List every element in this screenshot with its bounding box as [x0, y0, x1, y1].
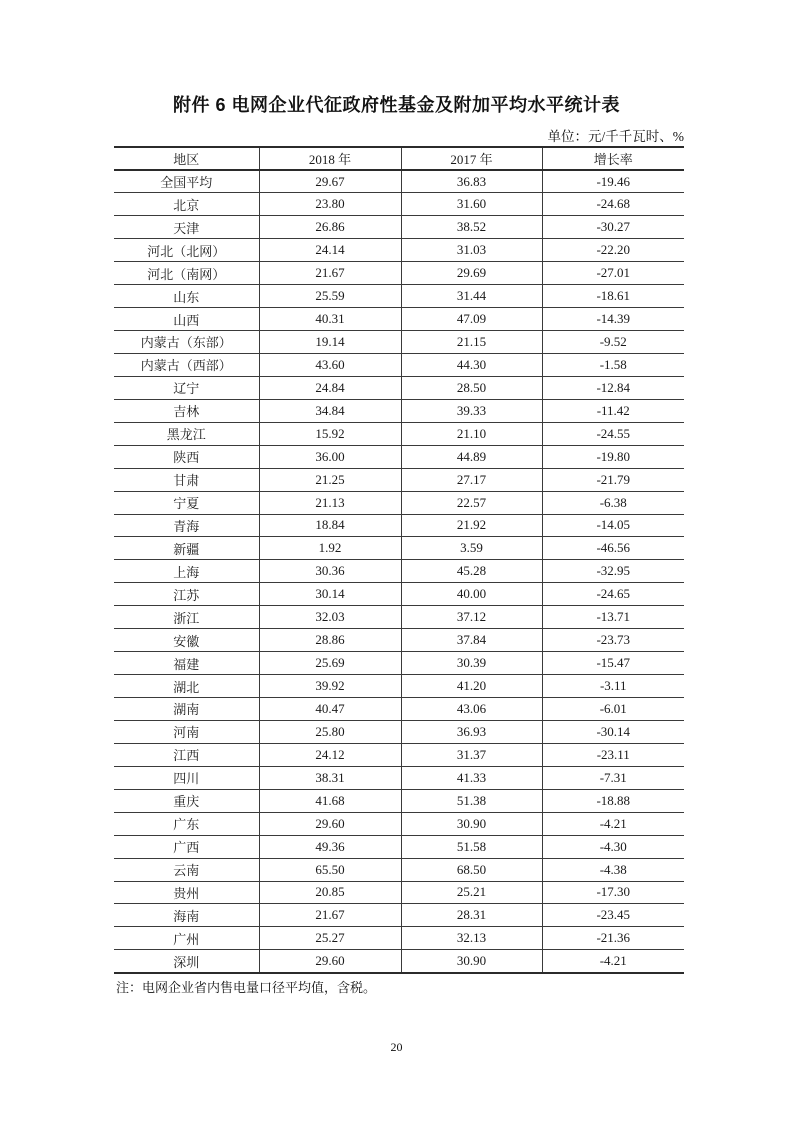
table-row	[114, 606, 684, 629]
value-cell: 21.67	[259, 262, 401, 285]
value-cell: 1.92	[259, 537, 401, 560]
value-cell: 45.28	[401, 560, 542, 583]
table-row	[114, 216, 684, 239]
table-row	[114, 331, 684, 354]
value-cell: -4.30	[542, 835, 684, 858]
table-row	[114, 927, 684, 950]
table-row	[114, 491, 684, 514]
region-cell: 陕西	[114, 445, 259, 468]
region-cell: 黑龙江	[114, 422, 259, 445]
table-row	[114, 881, 684, 904]
table-row	[114, 353, 684, 376]
value-cell: -24.55	[542, 422, 684, 445]
value-cell: 21.67	[259, 904, 401, 927]
table-row	[114, 445, 684, 468]
region-cell: 安徽	[114, 629, 259, 652]
region-cell: 重庆	[114, 789, 259, 812]
statistics-table	[114, 146, 684, 974]
value-cell: -6.38	[542, 491, 684, 514]
value-cell: -4.21	[542, 950, 684, 973]
table-row	[114, 766, 684, 789]
value-cell: -27.01	[542, 262, 684, 285]
value-cell: 36.93	[401, 720, 542, 743]
value-cell: 49.36	[259, 835, 401, 858]
value-cell: 31.60	[401, 193, 542, 216]
table-header	[114, 147, 684, 170]
region-cell: 广州	[114, 927, 259, 950]
value-cell: 24.14	[259, 239, 401, 262]
value-cell: -14.39	[542, 308, 684, 331]
value-cell: -21.79	[542, 468, 684, 491]
table-row	[114, 193, 684, 216]
region-cell: 山西	[114, 308, 259, 331]
table-row	[114, 399, 684, 422]
value-cell: -13.71	[542, 606, 684, 629]
value-cell: 37.84	[401, 629, 542, 652]
value-cell: 25.69	[259, 652, 401, 675]
region-cell: 新疆	[114, 537, 259, 560]
value-cell: 51.38	[401, 789, 542, 812]
value-cell: -46.56	[542, 537, 684, 560]
value-cell: -9.52	[542, 331, 684, 354]
value-cell: 29.69	[401, 262, 542, 285]
column-header-3: 增长率	[542, 147, 684, 170]
region-cell: 上海	[114, 560, 259, 583]
value-cell: -23.11	[542, 743, 684, 766]
table-row	[114, 262, 684, 285]
value-cell: 31.03	[401, 239, 542, 262]
value-cell: 15.92	[259, 422, 401, 445]
table-row	[114, 904, 684, 927]
value-cell: 25.21	[401, 881, 542, 904]
value-cell: -11.42	[542, 399, 684, 422]
value-cell: 40.00	[401, 583, 542, 606]
value-cell: -12.84	[542, 376, 684, 399]
value-cell: 32.13	[401, 927, 542, 950]
value-cell: 31.44	[401, 285, 542, 308]
value-cell: 28.86	[259, 629, 401, 652]
table-row	[114, 308, 684, 331]
region-cell: 内蒙古（西部）	[114, 353, 259, 376]
value-cell: 30.14	[259, 583, 401, 606]
table-row	[114, 675, 684, 698]
value-cell: 21.13	[259, 491, 401, 514]
region-cell: 山东	[114, 285, 259, 308]
table-row	[114, 858, 684, 881]
value-cell: 30.90	[401, 950, 542, 973]
value-cell: 29.60	[259, 812, 401, 835]
value-cell: 37.12	[401, 606, 542, 629]
region-cell: 吉林	[114, 399, 259, 422]
table-row	[114, 812, 684, 835]
value-cell: -17.30	[542, 881, 684, 904]
value-cell: -3.11	[542, 675, 684, 698]
region-cell: 河北（北网）	[114, 239, 259, 262]
table-row	[114, 468, 684, 491]
value-cell: 39.33	[401, 399, 542, 422]
table-row	[114, 698, 684, 721]
value-cell: -1.58	[542, 353, 684, 376]
value-cell: -6.01	[542, 698, 684, 721]
region-cell: 湖南	[114, 698, 259, 721]
region-cell: 甘肃	[114, 468, 259, 491]
value-cell: -18.88	[542, 789, 684, 812]
table-row	[114, 514, 684, 537]
region-cell: 内蒙古（东部）	[114, 331, 259, 354]
value-cell: 51.58	[401, 835, 542, 858]
region-cell: 深圳	[114, 950, 259, 973]
table-footnote: 注：电网企业省内售电量口径平均值，含税。	[116, 980, 377, 995]
value-cell: 24.12	[259, 743, 401, 766]
value-cell: 20.85	[259, 881, 401, 904]
value-cell: 31.37	[401, 743, 542, 766]
value-cell: 44.30	[401, 353, 542, 376]
region-cell: 江西	[114, 743, 259, 766]
value-cell: 28.31	[401, 904, 542, 927]
page-number: 20	[390, 1040, 403, 1054]
value-cell: 25.27	[259, 927, 401, 950]
value-cell: 34.84	[259, 399, 401, 422]
table-row	[114, 239, 684, 262]
table-row	[114, 170, 684, 193]
value-cell: -21.36	[542, 927, 684, 950]
region-cell: 宁夏	[114, 491, 259, 514]
table-body	[114, 170, 684, 973]
table-row	[114, 285, 684, 308]
value-cell: 26.86	[259, 216, 401, 239]
region-cell: 河北（南网）	[114, 262, 259, 285]
unit-label: 单位：元/千千瓦时、%	[547, 129, 684, 144]
value-cell: 38.52	[401, 216, 542, 239]
value-cell: -19.46	[542, 170, 684, 193]
value-cell: 36.00	[259, 445, 401, 468]
region-cell: 四川	[114, 766, 259, 789]
value-cell: 24.84	[259, 376, 401, 399]
table-row	[114, 560, 684, 583]
value-cell: 23.80	[259, 193, 401, 216]
value-cell: -18.61	[542, 285, 684, 308]
value-cell: 43.60	[259, 353, 401, 376]
table-header-row	[114, 147, 684, 170]
table-row	[114, 376, 684, 399]
value-cell: 3.59	[401, 537, 542, 560]
value-cell: 25.59	[259, 285, 401, 308]
column-header-1: 2018 年	[259, 147, 401, 170]
table-row	[114, 537, 684, 560]
value-cell: -23.45	[542, 904, 684, 927]
value-cell: 39.92	[259, 675, 401, 698]
table-row	[114, 789, 684, 812]
value-cell: -4.21	[542, 812, 684, 835]
value-cell: 29.67	[259, 170, 401, 193]
value-cell: 30.36	[259, 560, 401, 583]
value-cell: -19.80	[542, 445, 684, 468]
region-cell: 江苏	[114, 583, 259, 606]
value-cell: -22.20	[542, 239, 684, 262]
table-row	[114, 950, 684, 973]
value-cell: 21.15	[401, 331, 542, 354]
page-title: 附件 6 电网企业代征政府性基金及附加平均水平统计表	[172, 95, 620, 115]
value-cell: -4.38	[542, 858, 684, 881]
table-row	[114, 422, 684, 445]
value-cell: 30.90	[401, 812, 542, 835]
value-cell: -24.68	[542, 193, 684, 216]
region-cell: 青海	[114, 514, 259, 537]
value-cell: 41.20	[401, 675, 542, 698]
value-cell: 40.47	[259, 698, 401, 721]
region-cell: 贵州	[114, 881, 259, 904]
value-cell: 32.03	[259, 606, 401, 629]
region-cell: 辽宁	[114, 376, 259, 399]
value-cell: 43.06	[401, 698, 542, 721]
region-cell: 天津	[114, 216, 259, 239]
value-cell: 30.39	[401, 652, 542, 675]
value-cell: -23.73	[542, 629, 684, 652]
column-header-2: 2017 年	[401, 147, 542, 170]
region-cell: 广西	[114, 835, 259, 858]
value-cell: 21.25	[259, 468, 401, 491]
value-cell: -30.14	[542, 720, 684, 743]
value-cell: -32.95	[542, 560, 684, 583]
value-cell: -15.47	[542, 652, 684, 675]
value-cell: 68.50	[401, 858, 542, 881]
value-cell: 41.33	[401, 766, 542, 789]
value-cell: 21.10	[401, 422, 542, 445]
value-cell: -24.65	[542, 583, 684, 606]
table-row	[114, 720, 684, 743]
value-cell: 40.31	[259, 308, 401, 331]
value-cell: 27.17	[401, 468, 542, 491]
table-row	[114, 583, 684, 606]
value-cell: 36.83	[401, 170, 542, 193]
column-header-0: 地区	[114, 147, 259, 170]
table-row	[114, 652, 684, 675]
value-cell: 47.09	[401, 308, 542, 331]
value-cell: 21.92	[401, 514, 542, 537]
region-cell: 北京	[114, 193, 259, 216]
value-cell: 25.80	[259, 720, 401, 743]
value-cell: 19.14	[259, 331, 401, 354]
value-cell: -30.27	[542, 216, 684, 239]
value-cell: -14.05	[542, 514, 684, 537]
value-cell: 38.31	[259, 766, 401, 789]
region-cell: 河南	[114, 720, 259, 743]
value-cell: 65.50	[259, 858, 401, 881]
region-cell: 浙江	[114, 606, 259, 629]
value-cell: 28.50	[401, 376, 542, 399]
region-cell: 福建	[114, 652, 259, 675]
region-cell: 海南	[114, 904, 259, 927]
region-cell: 广东	[114, 812, 259, 835]
value-cell: 22.57	[401, 491, 542, 514]
table-row	[114, 743, 684, 766]
value-cell: 29.60	[259, 950, 401, 973]
value-cell: -7.31	[542, 766, 684, 789]
table-row	[114, 835, 684, 858]
region-cell: 云南	[114, 858, 259, 881]
value-cell: 41.68	[259, 789, 401, 812]
region-cell: 全国平均	[114, 170, 259, 193]
region-cell: 湖北	[114, 675, 259, 698]
value-cell: 44.89	[401, 445, 542, 468]
table-row	[114, 629, 684, 652]
value-cell: 18.84	[259, 514, 401, 537]
